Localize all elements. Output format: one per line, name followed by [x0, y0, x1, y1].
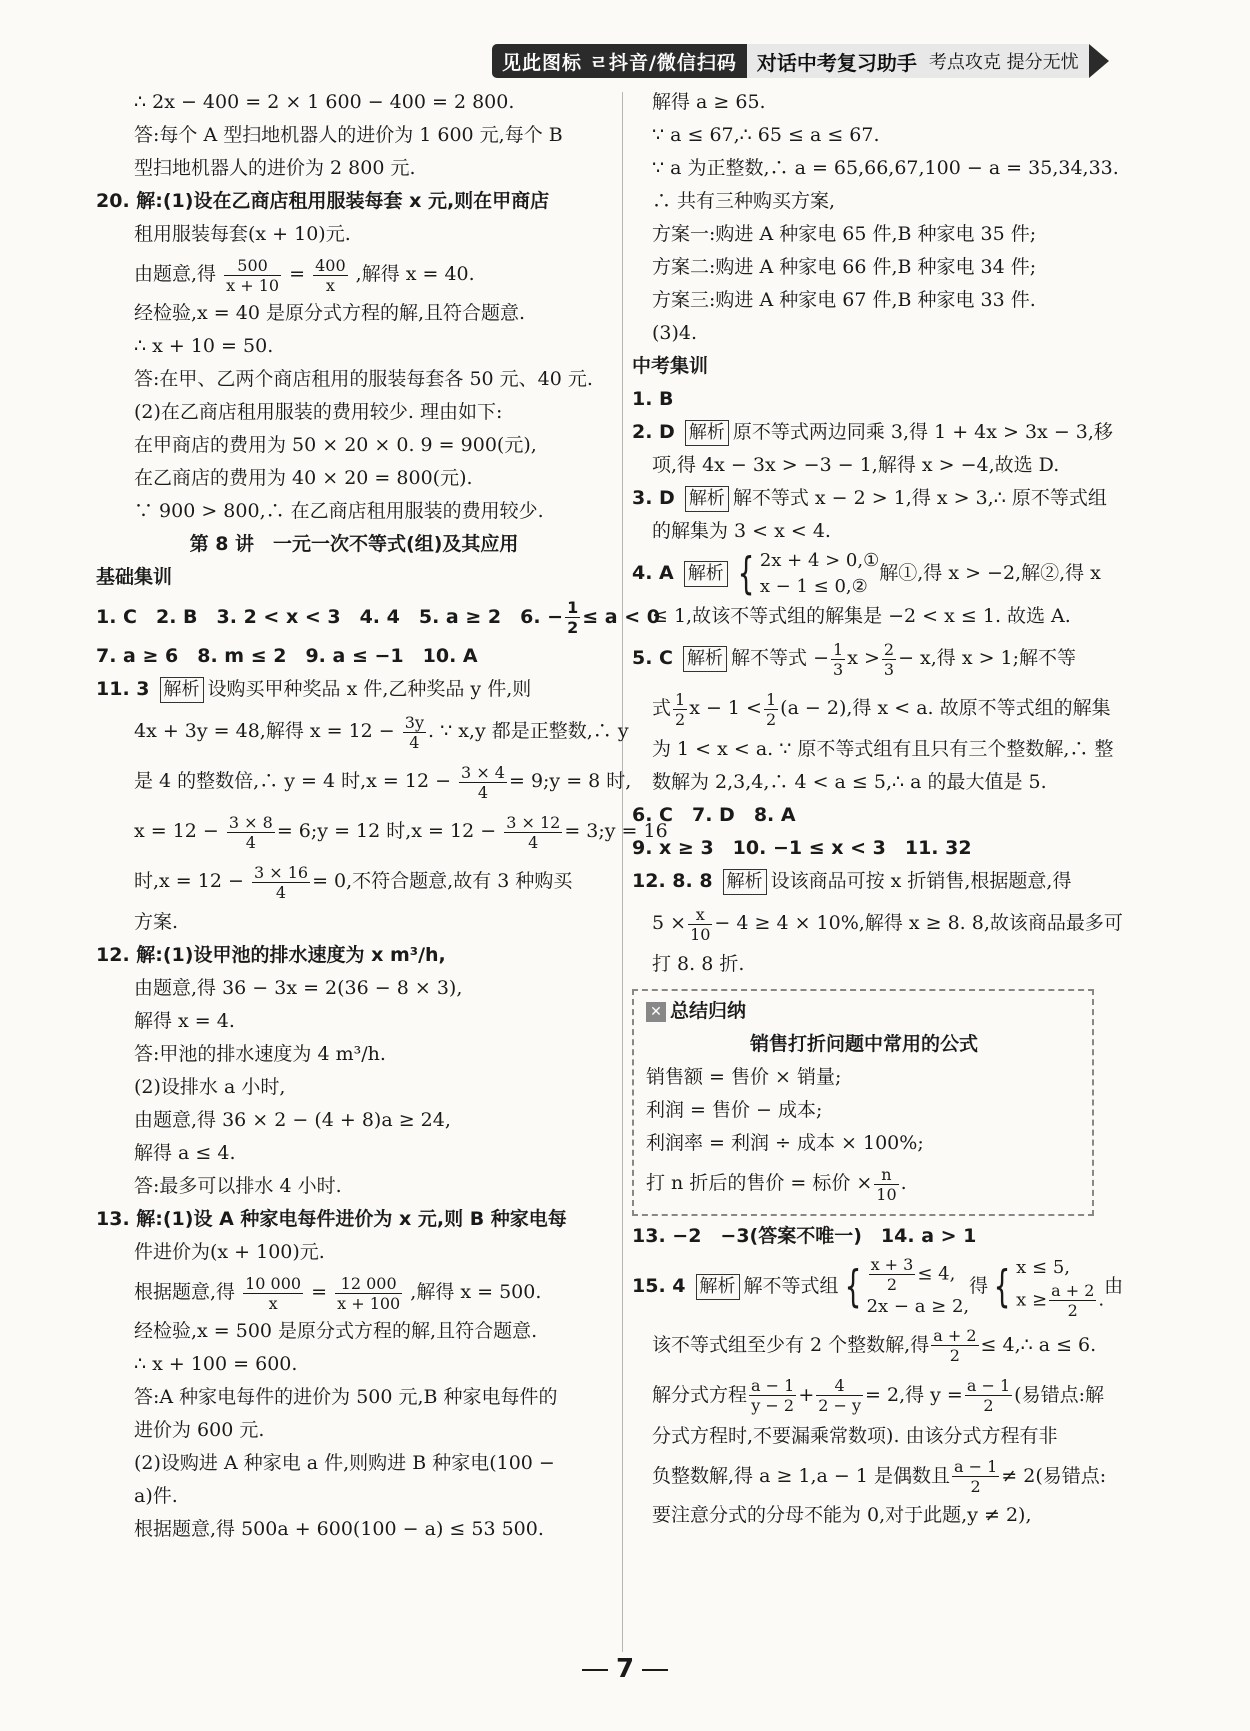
brace-icon: {	[737, 548, 755, 599]
fraction	[673, 690, 687, 729]
question-2	[632, 416, 1142, 449]
text-run: 解不等式组	[743, 1275, 839, 1297]
text-line: 由题意,得 36 − 3x = 2(36 − 8 × 3),	[134, 977, 463, 999]
text-run: +	[798, 1383, 815, 1406]
numerator: 400	[315, 255, 346, 275]
numerator: 3y	[404, 712, 424, 732]
text-run: 得	[969, 1275, 989, 1297]
text-line: 在乙商店的费用为 40 × 20 = 800(元).	[134, 467, 473, 489]
analysis-tag: 解析	[685, 420, 729, 446]
denominator: 2	[1067, 1300, 1078, 1320]
question-12	[632, 865, 1142, 898]
system-row	[867, 1255, 970, 1294]
text-line: 解得 a ≥ 65.	[652, 91, 766, 113]
formula-line	[646, 1160, 1082, 1206]
answer-line: 7. a ≥ 6 8. m ≤ 2 9. a ≤ −1 10. A	[96, 645, 478, 667]
text-run: (a − 2),得 x < a. 故原不等式组的解集	[780, 697, 1111, 719]
text-run: = 9;y = 8 时,	[508, 770, 632, 792]
denominator: 2	[765, 709, 777, 729]
text-run: ≤ 4,∴ a ≤ 6.	[980, 1333, 1097, 1356]
equation-line	[96, 251, 612, 297]
text-line: 项,得 4x − 3x > −3 − 1,解得 x > −4,故选 D.	[652, 454, 1060, 476]
text-line: 的解集为 3 < x < 4.	[652, 520, 831, 542]
text-run: 4x + 3y = 48,解得 x = 12 −	[134, 720, 395, 742]
numerator: 3 × 16	[253, 862, 309, 882]
text-run: 该不等式组至少有 2 个整数解,得	[652, 1333, 930, 1356]
summary-heading: 销售打折问题中常用的公式	[749, 1033, 978, 1055]
formula-line: 利润 = 售价 − 成本;	[646, 1099, 823, 1121]
denominator: 2	[675, 709, 686, 729]
text-line: 根据题意,得 500a + 600(100 − a) ≤ 53 500.	[134, 1518, 544, 1540]
text-run: 是 4 的整数倍,∴ y = 4 时,x = 12 −	[134, 770, 451, 792]
text-line: 方案.	[134, 911, 179, 933]
question-13: 13. 解:(1)设 A 种家电每件进价为 x 元,则 B 种家电每	[96, 1208, 567, 1230]
numerator: 3 × 4	[461, 762, 505, 782]
fraction	[952, 1457, 999, 1496]
numerator: n	[874, 1165, 898, 1185]
text-run: 设购买甲种奖品 x 件,乙种奖品 y 件,则	[207, 678, 532, 700]
text-run: ≠ 2(易错点:	[1001, 1464, 1107, 1487]
text-line: 数解为 2,3,4,∴ 4 < a ≤ 5,∴ a 的最大值是 5.	[652, 771, 1047, 793]
analysis-tag: 解析	[684, 561, 728, 587]
fraction	[869, 1255, 916, 1294]
denominator: x + 10	[226, 275, 280, 295]
dash-right	[642, 1669, 668, 1671]
brace-icon: {	[993, 1261, 1011, 1312]
text-line: 答:A 种家电每件的进价为 500 元,B 种家电每件的	[134, 1386, 558, 1408]
numerator: 4	[816, 1376, 863, 1396]
text-line: ∴ x + 100 = 600.	[134, 1353, 298, 1375]
text-run: 解①,得 x > −2,解②,得 x	[879, 562, 1101, 584]
question-5	[632, 633, 1142, 683]
text-run: = 0,不符合题意,故有 3 种购买	[312, 870, 573, 892]
denominator: 2	[567, 618, 579, 637]
question-number: 11. 3	[96, 678, 150, 700]
text-line: 经检验,x = 40 是原分式方程的解,且符合题意.	[134, 302, 526, 324]
text-run: .	[900, 1172, 907, 1194]
text-run: (易错点:解	[1014, 1383, 1104, 1406]
text-line: 解得 a ≤ 4.	[134, 1142, 236, 1164]
text-line: 分式方程时,不要漏乘常数项). 由该分式方程有非	[652, 1424, 1058, 1447]
text-run: x − 1 <	[689, 697, 762, 719]
text-run: x = 12 −	[134, 820, 219, 842]
equation-line	[96, 706, 629, 756]
denominator: x	[325, 275, 335, 295]
text-run: .	[1098, 1289, 1105, 1310]
text-line: 答:在甲、乙两个商店租用的服装每套各 50 元、40 元.	[134, 368, 593, 390]
fraction	[764, 690, 778, 729]
denominator: y − 2	[751, 1396, 795, 1415]
book-title-block	[747, 44, 1089, 78]
equation-line	[96, 756, 632, 806]
text-run: ≤ 4,	[917, 1263, 956, 1284]
question-11	[96, 673, 612, 706]
denominator: 10	[690, 924, 711, 944]
text-line: 为 1 < x < a. ∵ 原不等式组有且只有三个整数解,∴ 整	[652, 738, 1114, 760]
denominator: x + 100	[337, 1293, 401, 1313]
text-run: =	[289, 263, 306, 285]
denominator: x	[268, 1293, 278, 1313]
text-run: ,解得 x = 500.	[410, 1281, 542, 1303]
text-line: ∴ 2x − 400 = 2 × 1 600 − 400 = 2 800.	[134, 91, 515, 113]
summary-box	[632, 989, 1094, 1216]
text-run: 1. C 2. B 3. 2 < x < 3 4. 4 5. a ≥ 2 6. −	[96, 606, 564, 628]
numerator: a + 2	[933, 1326, 977, 1345]
dash-left	[582, 1669, 608, 1671]
page-number-value: 7	[615, 1654, 635, 1684]
fraction	[335, 1274, 402, 1313]
text-line: 要注意分式的分母不能为 0,对于此题,y ≠ 2),	[652, 1503, 1032, 1526]
text-run: = 3;y = 16	[564, 820, 668, 842]
fraction	[1049, 1281, 1096, 1320]
numerator: a − 1	[954, 1457, 998, 1476]
numerator: 3 × 8	[228, 812, 273, 832]
equation-line	[632, 1370, 1142, 1420]
fraction	[504, 813, 562, 852]
text-run: 原不等式两边同乘 3,得 1 + 4x > 3x − 3,移	[732, 421, 1113, 443]
brace-icon: {	[844, 1261, 861, 1312]
numerator: x	[688, 905, 712, 925]
denominator: 4	[528, 832, 539, 852]
equation-line	[632, 683, 1142, 733]
fraction	[831, 640, 845, 679]
text-line: 答:最多可以排水 4 小时.	[134, 1175, 342, 1197]
denominator: 2	[983, 1396, 994, 1415]
question-12: 12. 解:(1)设甲池的排水速度为 x m³/h,	[96, 944, 446, 966]
system-row: x ≤ 5,	[1016, 1256, 1070, 1278]
scan-label: 见此图标 ㄹ抖音/微信扫码	[492, 44, 747, 78]
numerator: 1	[765, 689, 777, 709]
numerator: 500	[224, 256, 281, 276]
text-line: 答:甲池的排水速度为 4 m³/h.	[134, 1043, 386, 1065]
text-line: 件进价为(x + 100)元.	[134, 1241, 325, 1263]
text-run: 由题意,得	[134, 263, 217, 285]
system-row	[1016, 1281, 1104, 1320]
text-line: 进价为 600 元.	[134, 1419, 265, 1441]
question-3	[632, 482, 1142, 515]
system-row: 2x − a ≥ 2,	[866, 1295, 970, 1317]
fraction	[688, 905, 712, 944]
question-15	[632, 1253, 1142, 1320]
fraction	[313, 256, 348, 295]
denominator: 2	[949, 1346, 960, 1365]
denominator: 2	[970, 1477, 981, 1496]
text-run: 设该商品可按 x 折销售,根据题意,得	[770, 870, 1072, 892]
text-run: . ∵ x,y 都是正整数,∴ y	[428, 720, 629, 742]
fraction	[403, 713, 426, 752]
numerator: 2	[883, 639, 895, 659]
numerator: x + 3	[870, 1254, 914, 1274]
text-run: 负整数解,得 a ≥ 1,a − 1 是偶数且	[652, 1464, 950, 1487]
formula-line: 销售额 = 售价 × 销量;	[646, 1066, 842, 1088]
fraction	[931, 1326, 978, 1365]
question-number: 12. 8. 8	[632, 870, 713, 892]
text-line: 答:每个 A 型扫地机器人的进价为 1 600 元,每个 B	[134, 124, 563, 146]
analysis-tag: 解析	[160, 677, 204, 703]
text-line: 租用服装每套(x + 10)元.	[134, 223, 351, 245]
analysis-tag: 解析	[685, 486, 729, 512]
denominator: 4	[409, 732, 420, 752]
formula-line: 利润率 = 利润 ÷ 成本 × 100%;	[646, 1132, 924, 1154]
text-run: 解不等式 x − 2 > 1,得 x > 3,∴ 原不等式组	[732, 487, 1107, 509]
answer-line: 9. x ≥ 3 10. −1 ≤ x < 3 11. 32	[632, 837, 972, 859]
numerator: a + 2	[1051, 1280, 1095, 1300]
equation-line	[632, 898, 1142, 948]
fraction	[882, 640, 896, 679]
text-line: 方案二:购进 A 种家电 66 件,B 种家电 34 件;	[652, 256, 1037, 278]
answer-line: 6. C 7. D 8. A	[632, 804, 796, 826]
fraction	[874, 1165, 898, 1204]
page-number	[0, 1654, 1250, 1684]
numerator: 1	[567, 598, 579, 617]
lecture-title: 第 8 讲 一元一次不等式(组)及其应用	[189, 533, 519, 555]
text-line: (2)设排水 a 小时,	[134, 1076, 286, 1098]
question-number: 5. C	[632, 647, 673, 669]
text-run: 打 n 折后的售价 = 标价 ×	[646, 1172, 873, 1194]
text-run: = 6;y = 12 时,x = 12 −	[276, 820, 497, 842]
fraction	[565, 598, 580, 637]
denominator: 4	[477, 782, 489, 802]
analysis-tag: 解析	[696, 1274, 740, 1300]
system-rows	[760, 548, 879, 600]
analysis-tag: 解析	[723, 869, 767, 895]
text-run: 由	[1104, 1275, 1124, 1297]
equation-line	[96, 1269, 612, 1315]
denominator: 3	[883, 659, 895, 679]
text-run: 解分式方程	[652, 1383, 748, 1406]
column-divider	[622, 92, 623, 1652]
answer-line: 1. B	[632, 388, 674, 410]
text-run: =	[311, 1281, 328, 1303]
fraction	[252, 863, 310, 902]
text-run: 解不等式 −	[731, 647, 830, 669]
fraction	[459, 763, 507, 802]
denominator: 2 − y	[818, 1396, 862, 1415]
text-run: ,解得 x = 40.	[355, 263, 475, 285]
inequality-system	[839, 1255, 970, 1320]
question-4	[632, 548, 1142, 600]
text-line: ∵ 900 > 800,∴ 在乙商店租用服装的费用较少.	[134, 500, 544, 522]
text-line: 由题意,得 36 × 2 − (4 + 8)a ≥ 24,	[134, 1109, 451, 1131]
header-banner	[492, 44, 1109, 78]
summary-icon: ✕	[646, 1002, 666, 1022]
numerator: 12 000	[335, 1274, 402, 1294]
text-line: (2)在乙商店租用服装的费用较少. 理由如下:	[134, 401, 503, 423]
denominator: 4	[275, 882, 287, 902]
text-line: (2)设购进 A 种家电 a 件,则购进 B 种家电(100 −	[134, 1452, 555, 1474]
numerator: 1	[833, 639, 844, 659]
equation-line	[632, 1320, 1142, 1370]
text-line: (3)4.	[652, 322, 698, 344]
equation-line	[96, 806, 668, 856]
denominator: 3	[833, 659, 844, 679]
text-line: 型扫地机器人的进价为 2 800 元.	[134, 157, 416, 179]
system-rows	[1016, 1255, 1104, 1320]
inequality-system	[988, 1255, 1104, 1320]
text-run: = 2,得 y =	[865, 1383, 963, 1406]
text-run: 5 ×	[652, 912, 687, 934]
equation-line	[632, 1453, 1142, 1499]
text-run: 时,x = 12 −	[134, 870, 244, 892]
text-line: 解得 x = 4.	[134, 1010, 235, 1032]
fraction	[224, 256, 281, 295]
text-line: ∴ x + 10 = 50.	[134, 335, 274, 357]
numerator: 3 × 12	[506, 812, 561, 832]
equation-line	[96, 856, 612, 906]
fraction	[965, 1376, 1012, 1415]
inequality-system	[732, 548, 879, 600]
right-column	[632, 86, 1142, 1532]
slogan: 考点攻克 提分无忧	[928, 52, 1079, 73]
answer-line: 13. −2 −3(答案不唯一) 14. a > 1	[632, 1225, 977, 1247]
text-line: 方案一:购进 A 种家电 65 件,B 种家电 35 件;	[652, 223, 1037, 245]
answer-line	[96, 594, 660, 640]
summary-title	[646, 995, 1082, 1028]
numerator: 10 000	[245, 1273, 302, 1293]
text-line: ∵ a ≤ 67,∴ 65 ≤ a ≤ 67.	[652, 124, 880, 146]
summary-label: 总结归纳	[670, 1000, 747, 1022]
text-line: ∵ a 为正整数,∴ a = 65,66,67,100 − a = 35,34,33.	[652, 157, 1119, 179]
banner-arrow-icon	[1089, 44, 1109, 78]
system-rows	[867, 1255, 970, 1320]
text-run: − 4 ≥ 4 × 10%,解得 x ≥ 8. 8,故该商品最多可	[714, 912, 1123, 934]
text-run: ≤ a < 0	[582, 606, 660, 628]
text-run: x ≥	[1016, 1289, 1048, 1310]
analysis-tag: 解析	[683, 646, 727, 672]
fraction	[227, 813, 275, 852]
text-line: ∴ 共有三种购买方案,	[652, 190, 836, 212]
text-run: x >	[847, 647, 880, 669]
text-run: 根据题意,得	[134, 1281, 236, 1303]
question-number: 4. A	[632, 562, 674, 584]
denominator: 10	[876, 1184, 897, 1204]
text-run: 式	[652, 697, 672, 719]
denominator: 4	[245, 832, 256, 852]
question-number: 15. 4	[632, 1275, 686, 1297]
text-line: 方案三:购进 A 种家电 67 件,B 种家电 33 件.	[652, 289, 1036, 311]
section-heading: 基础集训	[96, 566, 173, 588]
system-row: 2x + 4 > 0,①	[759, 550, 880, 571]
question-20: 20. 解:(1)设在乙商店租用服装每套 x 元,则在甲商店	[96, 190, 550, 212]
text-line: ≤ 1,故该不等式组的解集是 −2 < x ≤ 1. 故选 A.	[652, 605, 1071, 627]
question-number: 3. D	[632, 487, 675, 509]
text-line: 打 8. 8 折.	[652, 953, 745, 975]
fraction	[749, 1376, 796, 1415]
text-run: − x,得 x > 1;解不等	[898, 647, 1077, 669]
fraction	[816, 1376, 863, 1415]
numerator: a − 1	[966, 1376, 1011, 1395]
fraction	[243, 1274, 303, 1313]
numerator: a − 1	[751, 1376, 795, 1395]
text-line: 在甲商店的费用为 50 × 20 × 0. 9 = 900(元),	[134, 434, 537, 456]
numerator: 1	[675, 689, 686, 709]
text-line: 经检验,x = 500 是原分式方程的解,且符合题意.	[134, 1320, 538, 1342]
text-line: a)件.	[134, 1485, 178, 1507]
section-heading: 中考集训	[632, 355, 709, 377]
book-title: 对话中考复习助手	[756, 50, 917, 75]
question-number: 2. D	[632, 421, 675, 443]
system-row: x − 1 ≤ 0,②	[759, 576, 868, 597]
denominator: 2	[886, 1274, 898, 1294]
